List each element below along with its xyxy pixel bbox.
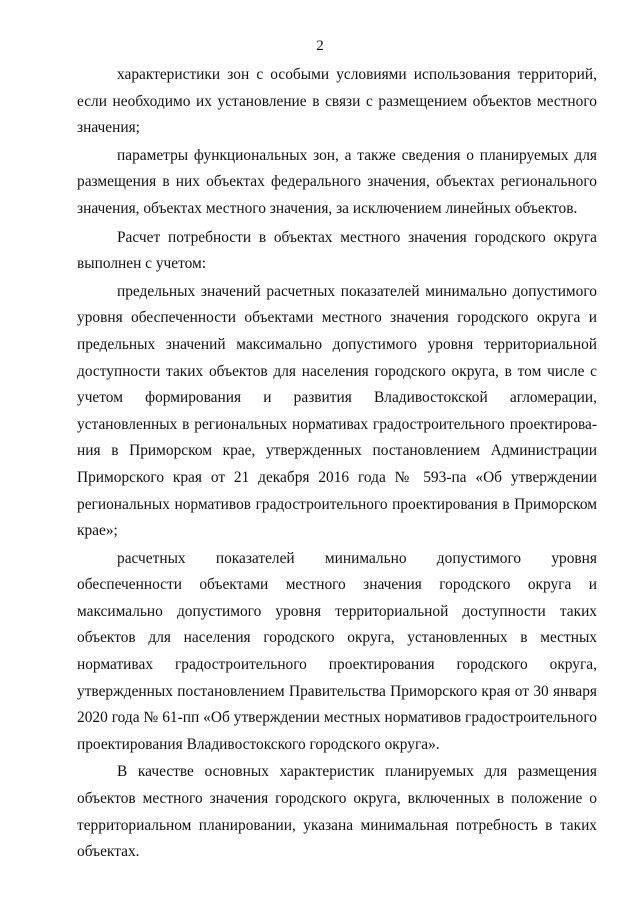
paragraph-regional-norms: предельных значений расчетных показателей минимально допустимого уровня обеспеченности объектами местного значения городского округа и предельных значений максимально допустимого уровня территориальной доступности таких объектов для населения городского округа, в том числе с учетом формирования и развития Владивостокской агломерации, установленных в региональных нормативах градостроительного проектирова-ния в Приморском крае, утвержденных постановлением Администрации Приморского края от 21 декабря 2016 года № 593-па «Об утверждении региональных нормативов градостроительного проектирования в Приморском крае»; — [77, 282, 597, 540]
paragraph-main-characteristics: В качестве основных характеристик планируемых для размещения объектов местного значения городского округа, включенных в положение о территориальном планировании, указана минимальная потребность в таких объектах. — [77, 763, 597, 861]
paragraph-demand-calculation: Расчет потребности в объектах местного значения городского округа выполнен с учетом: — [77, 228, 597, 273]
paragraph-functional-zones: параметры функциональных зон, а также сведения о планируемых для размещения в них объектах федерального значения, объектах регионального значения, объектах местного значения, за исключением линейных объектов. — [77, 146, 597, 217]
paragraph-local-norms: расчетных показателей минимально допустимого уровня обеспеченности объектами местного значения городского округа и максимально допустимого уровня территориальной доступности таких объектов для населения городского округа, установленных в местных нормативах градостроительного проектирования городского округа, утвержденных постановлением Правительства Приморского края от 30 января 2020 года № 61-пп «Об утверждении местных нормативов градостроительного проектирования Владивостокского городского округа». — [77, 549, 597, 753]
paragraph-zones-characteristics: характеристики зон с особыми условиями использования территорий, если необходимо их установление в связи с размещением объектов местного значения; — [77, 66, 597, 137]
page-number: 2 — [316, 38, 324, 54]
document-body — [77, 62, 597, 866]
